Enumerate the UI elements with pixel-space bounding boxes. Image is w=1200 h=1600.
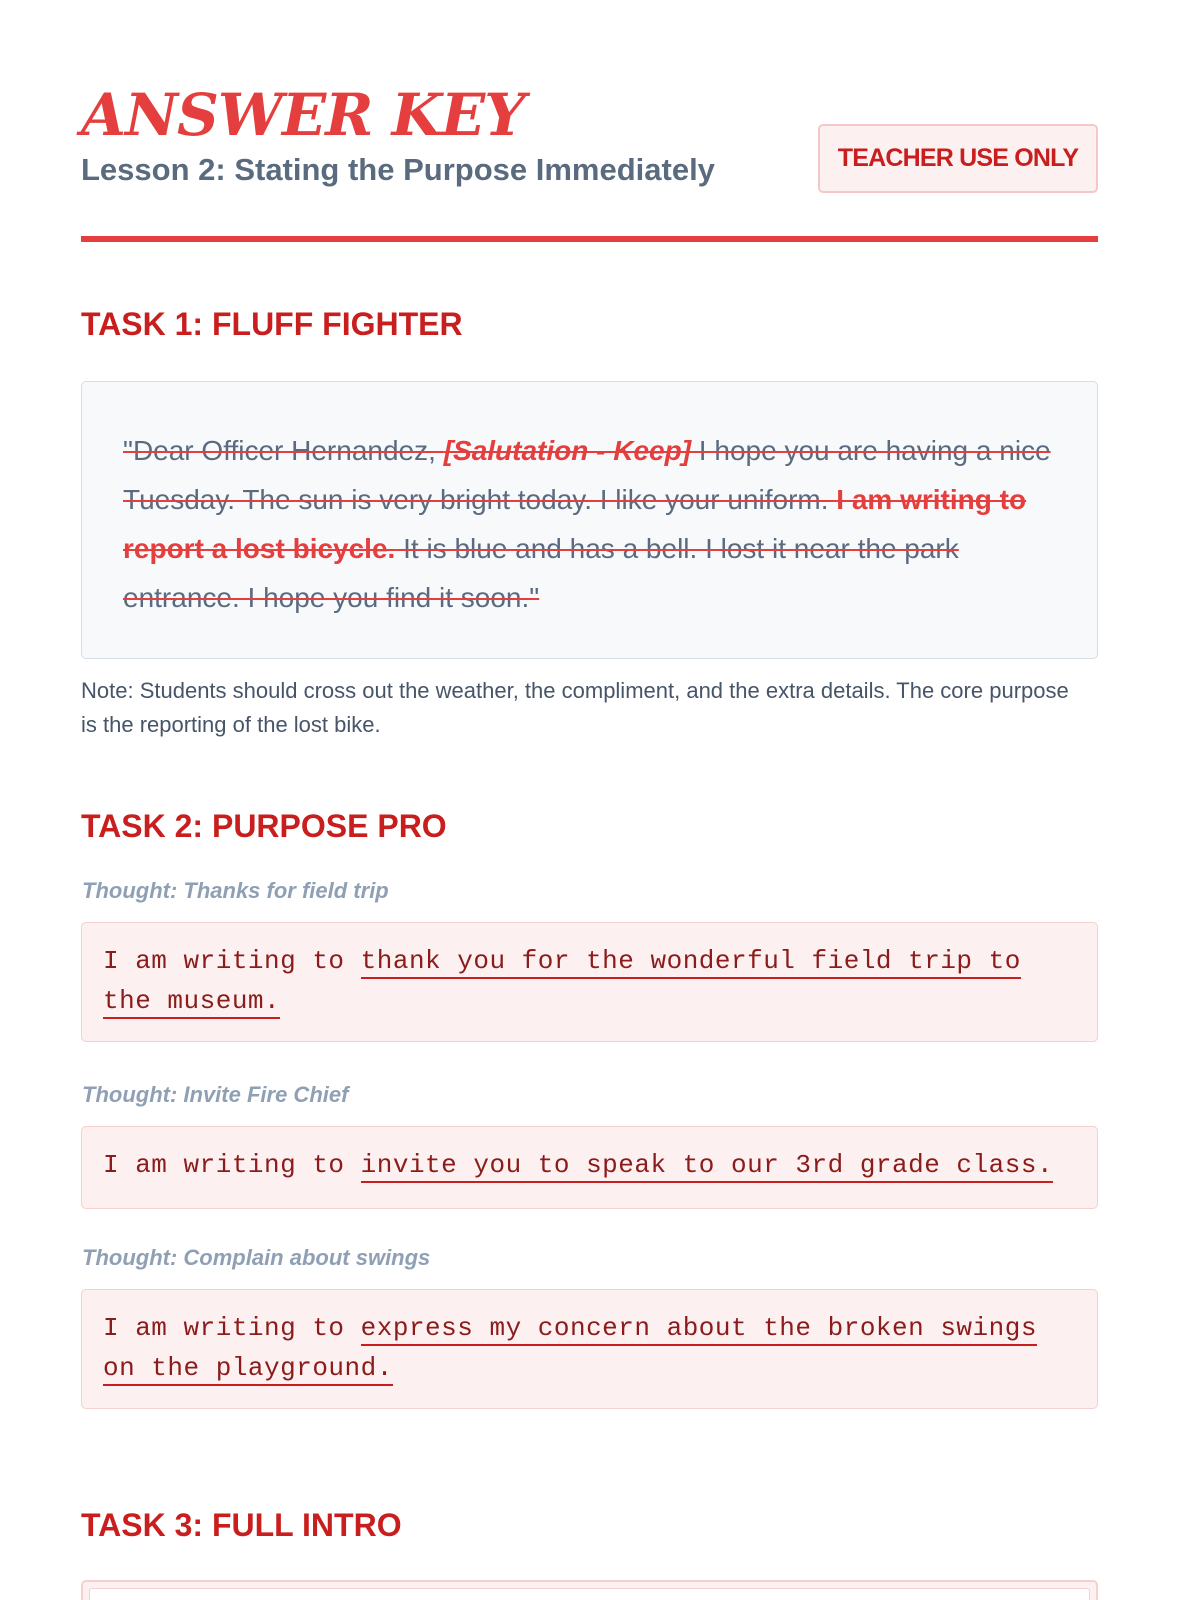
thought-label: Thought: Invite Fire Chief — [82, 1082, 349, 1107]
full-intro-box — [81, 1580, 1098, 1600]
page-title: ANSWER KEY — [81, 81, 525, 149]
answer-box — [81, 1126, 1098, 1209]
fluff-text: I hope you are having a nice Tuesday. The sun is very bright today. I like your uniform. — [123, 435, 1051, 515]
thought-label: Thought: Thanks for field trip — [82, 878, 389, 903]
answer-box — [81, 922, 1098, 1042]
thought-label: Thought: Complain about swings — [82, 1245, 431, 1270]
core-purpose-sentence: I am writing to report a lost bicycle. — [123, 484, 1027, 564]
answer-fill-in: thank you for the wonderful field trip to the museum. — [103, 946, 1021, 1019]
task2-heading: TASK 2: PURPOSE PRO — [81, 808, 447, 844]
extra-details-text: It is blue and has a bell. I lost it near the park entrance. I hope you find it soon." — [123, 533, 959, 613]
salutation-note: [Salutation - Keep] — [443, 435, 692, 466]
salutation-text: "Dear Officer Hernandez, — [123, 435, 444, 466]
lesson-subtitle: Lesson 2: Stating the Purpose Immediately — [81, 152, 715, 187]
answer-prefix: I am writing to — [103, 946, 361, 976]
answer-fill-in: express my concern about the broken swings on the playground. — [103, 1313, 1037, 1386]
answer-sentence — [103, 941, 1077, 1021]
answer-prefix: I am writing to — [103, 1313, 361, 1343]
answer-fill-in: invite you to speak to our 3rd grade class. — [361, 1150, 1053, 1183]
task3-heading: TASK 3: FULL INTRO — [81, 1507, 402, 1543]
teacher-use-badge: TEACHER USE ONLY — [818, 124, 1098, 193]
answer-prefix: I am writing to — [103, 1150, 361, 1180]
page-header — [81, 0, 1098, 242]
answer-sentence — [103, 1145, 1077, 1185]
fluff-paragraph — [123, 426, 1057, 622]
answer-box — [81, 1289, 1098, 1409]
task1-heading: TASK 1: FLUFF FIGHTER — [81, 306, 463, 342]
full-intro-inner-box — [89, 1588, 1090, 1600]
teacher-note: Note: Students should cross out the weather, the compliment, and the extra details. The core purpose is the reporting of the lost bike. — [81, 678, 1069, 737]
fluff-fighter-box — [81, 381, 1098, 659]
answer-sentence — [103, 1308, 1077, 1388]
